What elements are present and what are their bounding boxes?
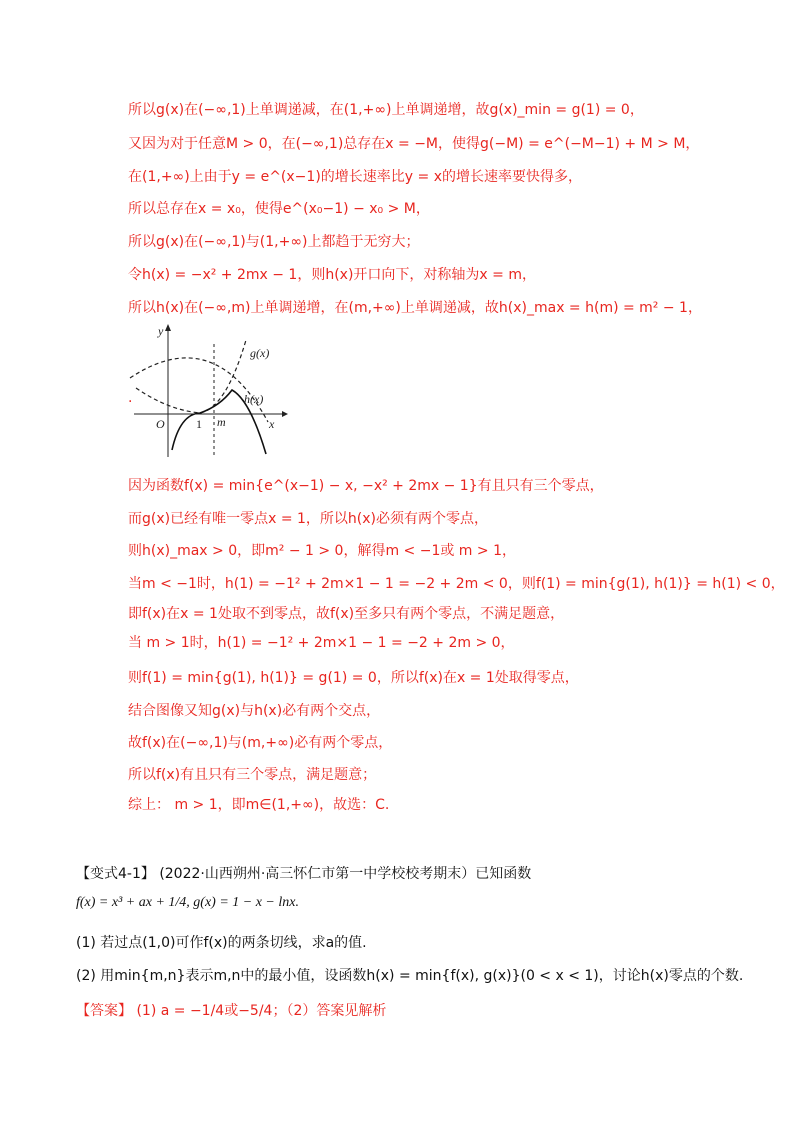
solution-line-18: 综上： m > 1，即m∈(1,+∞)，故选：C. — [128, 797, 390, 813]
problem-part-2: (2) 用min{m,n}表示m,n中的最小值，设函数h(x) = min{f(x), g(x)}(0 < x < 1)，讨论h(x)零点的个数. — [76, 968, 744, 984]
label-y: y — [158, 324, 164, 338]
label-g: g(x) — [250, 346, 270, 360]
y-axis-arrow-icon — [165, 324, 171, 331]
solution-line-14: 则f(1) = min{g(1), h(1)} = g(1) = 0，所以f(x)在x = 1处取得零点， — [128, 670, 579, 686]
answer-line: 【答案】 (1) a = −1/4或−5/4；（2）答案见解析 — [76, 1003, 387, 1019]
problem-title: 【变式4-1】 (2022·山西朔州·高三怀仁市第一中学校校考期末）已知函数 — [76, 866, 532, 882]
problem-part-1: (1) 若过点(1,0)可作f(x)的两条切线，求a的值. — [76, 935, 367, 951]
solution-line-4: 所以总存在x = x₀，使得e^(x₀−1) − x₀ > M， — [128, 201, 430, 217]
solution-line-11: 当m < −1时，h(1) = −1² + 2m×1 − 1 = −2 + 2m < 0，则f(1) = min{g(1), h(1)} = h(1) < 0， — [128, 576, 785, 592]
solution-line-17: 所以f(x)有且只有三个零点，满足题意； — [128, 767, 377, 783]
solution-line-5: 所以g(x)在(−∞,1)与(1,+∞)上都趋于无穷大； — [128, 234, 420, 250]
solution-line-7: 所以h(x)在(−∞,m)上单调递增，在(m,+∞)上单调递减，故h(x)_max = h(m) = m² − 1， — [128, 300, 702, 316]
solution-line-8: 因为函数f(x) = min{e^(x−1) − x, −x² + 2mx − 1}有且只有三个零点， — [128, 478, 604, 494]
label-m: m — [217, 415, 226, 429]
label-dot: . — [128, 390, 133, 406]
solution-line-1: 所以g(x)在(−∞,1)上单调递减，在(1,+∞)上单调递增，故g(x)_min = g(1) = 0， — [128, 102, 644, 118]
label-h: h(x) — [244, 392, 264, 406]
solution-line-9: 而g(x)已经有唯一零点x = 1，所以h(x)必须有两个零点， — [128, 511, 488, 527]
solution-line-15: 结合图像又知g(x)与h(x)必有两个交点， — [128, 703, 381, 719]
solution-line-13: 当 m > 1时，h(1) = −1² + 2m×1 − 1 = −2 + 2m > 0， — [128, 635, 515, 651]
label-one: 1 — [196, 417, 202, 431]
solution-line-16: 故f(x)在(−∞,1)与(m,+∞)必有两个零点， — [128, 735, 393, 751]
solution-line-10: 则h(x)_max > 0，即m² − 1 > 0，解得m < −1或 m > 1， — [128, 543, 516, 559]
label-origin: O — [156, 417, 165, 431]
function-graph — [128, 322, 288, 460]
solution-line-3: 在(1,+∞)上由于y = e^(x−1)的增长速率比y = x的增长速率要快得多， — [128, 169, 582, 185]
solution-line-6: 令h(x) = −x² + 2mx − 1，则h(x)开口向下，对称轴为x = m， — [128, 267, 536, 283]
label-x: x — [269, 417, 275, 431]
x-axis-arrow-icon — [282, 411, 288, 417]
solution-line-2: 又因为对于任意M > 0，在(−∞,1)总存在x = −M，使得g(−M) = e^(−M−1) + M > M， — [128, 136, 700, 152]
problem-functions: f(x) = x³ + ax + 1/4, g(x) = 1 − x − lnx. — [76, 895, 299, 910]
solution-line-12: 即f(x)在x = 1处取不到零点，故f(x)至多只有两个零点，不满足题意， — [128, 606, 565, 622]
curve-g — [136, 340, 246, 413]
